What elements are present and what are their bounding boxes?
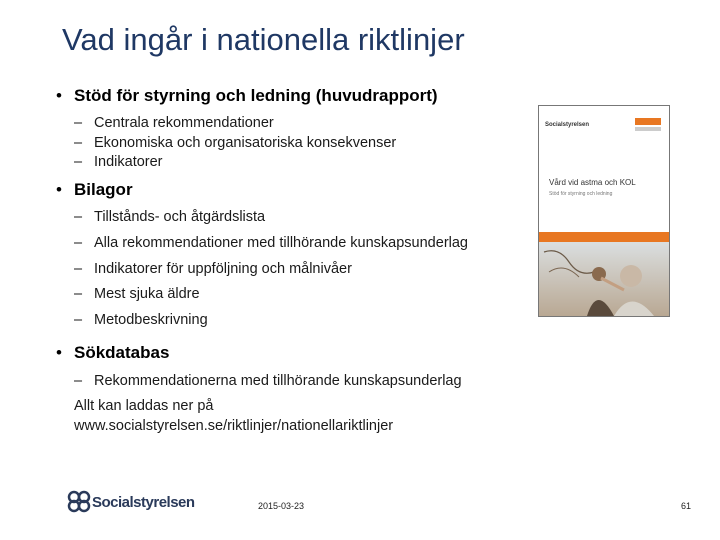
bullet-dot: • [56, 180, 62, 199]
cover-logo: Socialstyrelsen [545, 122, 590, 128]
report-cover-image [538, 105, 670, 317]
page-number: 61 [681, 501, 692, 511]
bullet-dot: • [56, 86, 62, 105]
page-title: Vad ingår i nationella riktlinjer [62, 22, 465, 57]
sub-item: – Indikatorer för uppföljning och målnivåer [74, 261, 352, 277]
download-note: Allt kan laddas ner på [74, 398, 214, 414]
sub-item-text: Rekommendationerna med tillhörande kunskapsunderlag [94, 373, 462, 389]
sub-item: – Centrala rekommendationer [74, 115, 274, 131]
sub-item: – Mest sjuka äldre [74, 286, 200, 302]
sub-item: – Metodbeskrivning [74, 312, 208, 328]
sub-item-text: Mest sjuka äldre [94, 286, 200, 302]
section-heading: Stöd för styrning och ledning (huvudrapport) [74, 86, 438, 105]
sub-item-text: Centrala rekommendationer [94, 115, 274, 131]
footer-logo-text: Socialstyrelsen [92, 494, 195, 511]
socialstyrelsen-logo-icon [66, 489, 92, 513]
sub-item-text: Indikatorer för uppföljning och målnivåer [94, 261, 352, 277]
bullet-dot: • [56, 343, 62, 362]
sub-item-text: Alla rekommendationer med tillhörande kunskapsunderlag [94, 235, 468, 251]
cover-badge [635, 118, 661, 125]
sub-item: – Rekommendationerna med tillhörande kunskapsunderlag [74, 373, 462, 389]
section-heading: Bilagor [74, 180, 133, 199]
sub-item: – Tillstånds- och åtgärdslista [74, 209, 266, 225]
sub-item-text: Metodbeskrivning [94, 312, 208, 328]
bullet-section-3 [56, 343, 169, 363]
cover-subtitle: Stöd för styrning och ledning [549, 191, 613, 197]
sub-item: – Alla rekommendationer med tillhörande kunskapsunderlag [74, 235, 468, 251]
cover-photo [539, 232, 669, 316]
sub-item: – Ekonomiska och organisatoriska konsekvenser [74, 135, 397, 151]
bullet-section-1 [56, 86, 438, 106]
download-url[interactable]: www.socialstyrelsen.se/riktlinjer/nationellariktlinjer [74, 418, 394, 434]
sub-item-text: Tillstånds- och åtgärdslista [94, 209, 266, 225]
footer-date: 2015-03-23 [258, 501, 305, 511]
sub-item: – Indikatorer [74, 154, 163, 170]
cover-title: Vård vid astma och KOL [549, 178, 636, 187]
sub-item-text: Indikatorer [94, 154, 163, 170]
bullet-section-2 [56, 180, 133, 200]
sub-item-text: Ekonomiska och organisatoriska konsekvenser [94, 135, 397, 151]
cover-badge-subline [635, 127, 661, 131]
section-heading: Sökdatabas [74, 343, 170, 362]
